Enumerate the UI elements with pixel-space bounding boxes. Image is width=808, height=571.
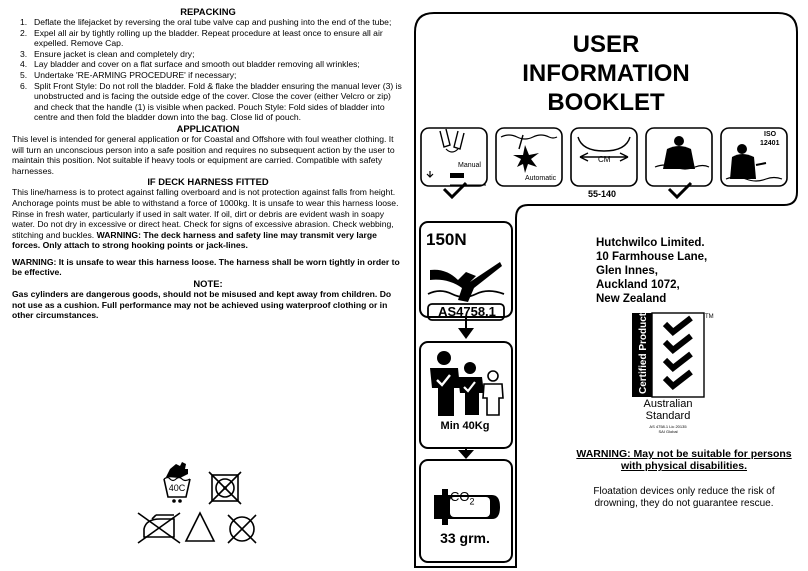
gas-type: $CO_2$ <box>450 489 475 507</box>
iso-label: ISO <box>764 131 777 138</box>
application-text: This level is intended for general application or for Coastal and Offshore with foul weather clothing. It will turn an unconscious person into a safe position and requires no subsequent action by the user to maintain this position. Not suitable if heavy tools or equipment are carried. Compatible with safety harnesses. <box>12 133 395 176</box>
float-person-icon <box>426 250 506 302</box>
note-heading: NOTE: <box>193 278 223 290</box>
manual-pictogram <box>420 127 488 201</box>
standard-frame <box>427 303 505 321</box>
iso-person-icon <box>720 127 788 201</box>
manual-label: Manual <box>458 162 481 169</box>
list-item: 1. Deflate the lifejacket by reversing the oral tube valve cap and pushing into the end of the tube; <box>20 17 392 27</box>
no-dry-clean-icon <box>228 515 256 543</box>
repacking-list <box>12 17 404 123</box>
list-item: 2. Expel all air by tightly rolling up the bladder. Repeat procedure at least once to ensure all air expelled. Remove Cap. <box>20 27 383 49</box>
cover-title: USER INFORMATION BOOKLET <box>522 31 690 116</box>
harness-warning-tight: WARNING: It is unsafe to wear this harness loose. The harness shall be worn tightly in order to be effective. <box>12 256 400 278</box>
disability-warning: WARNING: May not be suitable for persons with physical disabilities. <box>576 448 792 472</box>
turning-pictogram <box>645 127 713 201</box>
cylinder-weight: 33 grm. <box>440 530 490 546</box>
list-item: 6. Split Front Style: Do not roll the bladder. Fold & flake the bladder ensuring the manual lever (3) is unobstructed and is facing the outside edge of the cover. Close the cover (either Velcro or zip) and check that the handle (1) is visible when packed. Pouch Style: Fold sides of bladder into centre and then fold the bladder down into the bag. Close lid of pouch. <box>20 80 402 123</box>
cm-label: CM <box>598 155 611 164</box>
size-pictogram <box>570 127 638 201</box>
harness-warning: WARNING: The deck harness and safety line may transmit very large forces. Only attach to strong hooking points or jack-lines. <box>12 229 377 251</box>
note-text: Gas cylinders are dangerous goods, should not be misused and kept away from children. Do not use as a cushion. Full performance may not be achieved using waterproof clothing or in other circumstances. <box>12 289 392 321</box>
care-symbols-icon <box>130 455 270 560</box>
automatic-pictogram <box>495 127 563 201</box>
automatic-inflation-icon <box>495 127 563 201</box>
buoyancy-rating: 150N <box>426 230 467 249</box>
list-item: 3. Ensure jacket is clean and completely dry; <box>20 48 195 59</box>
size-label: 55-140 <box>588 189 617 199</box>
rescue-note: Floatation devices only reduce the risk of drowning, they do not guarantee rescue. <box>593 486 775 509</box>
cover-page <box>414 12 798 568</box>
australian-standard: Australian Standard <box>643 398 693 422</box>
persons-weight-icon <box>426 350 506 418</box>
company-address: Hutchwilco Limited. 10 Farmhouse Lane, Glen Innes, Auckland 1072, New Zealand <box>596 237 708 305</box>
list-item: 5. Undertake 'RE-ARMING PROCEDURE' if necessary; <box>20 69 237 80</box>
no-tumble-dry-icon <box>209 472 241 504</box>
iso-number: 12401 <box>760 140 780 147</box>
hand-wash-icon <box>164 462 190 503</box>
trademark-text: TM <box>705 314 714 320</box>
left-page <box>12 6 404 321</box>
certified-product-text: Certified Product <box>638 312 649 394</box>
harness-text: This line/harness is to protect against falling overboard and is not protection against falls from height. Anchorage points must be able to withstand a force of 1000kg. It is unsafe to wear this harness loose. Rinse in fresh water, particularly if used in salt water. If oil, dirt or debris are evident wash in soapy water. Do not dry in excessive or direct heat. Check for signs of excessive abrasion. Check webbing, stitching and buckles. WARNING: The deck harness and safety line may transmit very large forces. Only attach to strong hooking points or jack-lines. <box>12 187 399 251</box>
certification-mark <box>631 312 714 442</box>
no-iron-icon <box>138 513 180 543</box>
bleach-triangle-icon <box>186 513 214 541</box>
iso-pictogram <box>720 127 788 201</box>
min-weight: Min 40Kg <box>440 420 490 432</box>
standard-badge: AS4758.1 <box>438 304 496 319</box>
certified-product-logo <box>631 312 714 398</box>
repacking-heading: REPACKING <box>180 6 236 17</box>
automatic-label: Automatic <box>525 175 557 182</box>
self-righting-icon <box>645 127 713 201</box>
harness-heading: IF DECK HARNESS FITTED <box>147 176 269 188</box>
care-label <box>130 455 270 560</box>
application-heading: APPLICATION <box>176 122 240 134</box>
wash-temp: 40C <box>168 483 186 493</box>
standard-licence: AS 4758.1 Lic 20135 SAI Global <box>649 424 687 434</box>
list-item: 4. Lay bladder and cover on a flat surface and smooth out bladder removing all wrinkles; <box>20 59 360 70</box>
